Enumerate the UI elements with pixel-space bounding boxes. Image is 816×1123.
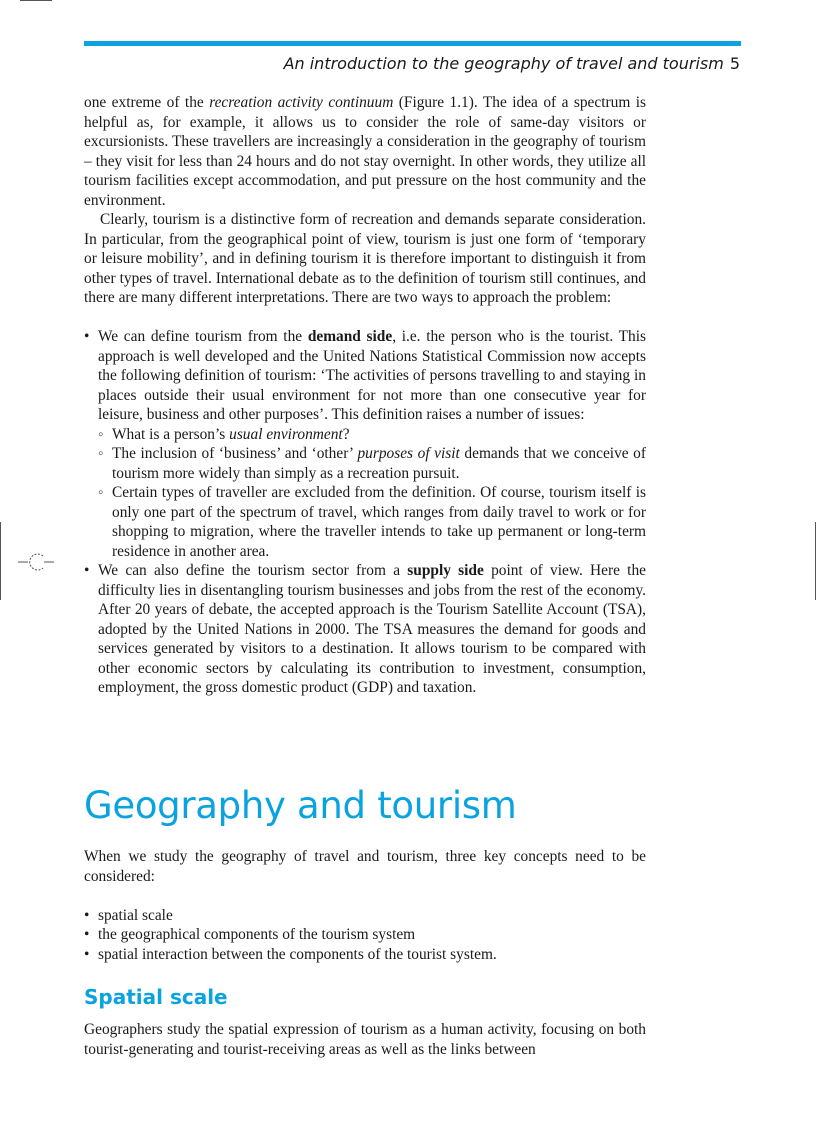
header-rule [84,41,741,46]
subsection-text [84,1020,646,1059]
subsection-paragraph: Geographers study the spatial expression of tourism as a human activity, focusing on both tourist-generating and tourist-receiving areas as well as the links between [84,1021,646,1058]
bullet-supply-side: • We can also define the tourism sector from a supply side point of view. Here the difficulty lies in disentangling tourism businesses and jobs from the rest of the economy. After 20 years of debate, the accepted approach is the Tourism Satellite Account (TSA), adopted by the United Nations in 2000. The TSA measures the demand for goods and services generated by visitors to a destination. It allows tourism to be compared with other economic sectors by calculating its contribution to investment, consumption, employment, the gross domestic product (GDP) and taxation. [84,561,646,698]
paragraph-2: Clearly, tourism is a distinctive form of recreation and demands separate consideration. In particular, from the geographical point of view, tourism is just one form of ‘temporary or leisure mobility’, and in defining tourism it is therefore important to distinguish it from other types of travel. International debate as to the definition of tourism still continues, and there are many different interpretations. There are two ways to approach the problem: [84,211,646,306]
body-text [84,93,646,698]
page-number: 5 [729,54,740,73]
paragraph-1: one extreme of the recreation activity continuum (Figure 1.1). The idea of a spectrum is helpful as, for example, it allows us to consider the role of same-day visitors or excursionists. These travellers are increasingly a consideration in the geography of tourism – they visit for less than 24 hours and do not stay overnight. In other words, they utilize all tourism facilities except accommodation, and put pressure on the host community and the environment. [84,94,646,209]
issue-item: ◦ Certain types of traveller are excluded from the definition. Of course, tourism itself is only one part of the spectrum of travel, which ranges from daily travel to work or for shopping to migration, where the traveller intends to take up permanent or long-term residence in another area. [98,483,646,561]
subsection-heading: Spatial scale [84,985,228,1009]
running-head [84,54,740,73]
concepts-list [84,906,646,965]
concept-item: • spatial interaction between the components of the tourist system. [84,945,646,965]
issue-item: ◦ What is a person’s usual environment? [98,425,646,445]
definition-list [84,327,646,698]
section-heading: Geography and tourism [84,784,517,827]
section-intro: When we study the geography of travel and tourism, three key concepts need to be considered: [84,848,646,885]
concept-item: • spatial scale [84,906,646,926]
concept-item: • the geographical components of the tourism system [84,925,646,945]
crop-mark-top [20,0,52,1]
running-title: An introduction to the geography of travel and tourism [283,54,724,73]
issues-list [98,425,646,562]
registration-mark-icon [16,552,56,572]
issue-item: ◦ The inclusion of ‘business’ and ‘other’ purposes of visit demands that we conceive of tourism more widely than simply as a recreation pursuit. [98,444,646,483]
section-text [84,847,646,964]
crop-mark-left [0,522,1,600]
bullet-demand-side: • We can define tourism from the demand side, i.e. the person who is the tourist. This approach is well developed and the United Nations Statistical Commission now accepts the following definition of tourism: ‘The activities of persons travelling to and staying in places outside their usual environment for not more than one consecutive year for leisure, business and other purposes’. This definition raises a number of issues: ◦ What is a person’s usual environment? ◦ The inclusion of ‘business’ and ‘other’ purposes of visit demands that we conceive of tourism more widely than simply as a recreation pursuit. ◦ Certain types of traveller are excluded from the definition. Of course, tourism itself is only one part of the spectrum of travel, which ranges from daily travel to work or for shopping to migration, where the traveller intends to take up permanent or long-term residence in another area. [84,327,646,561]
